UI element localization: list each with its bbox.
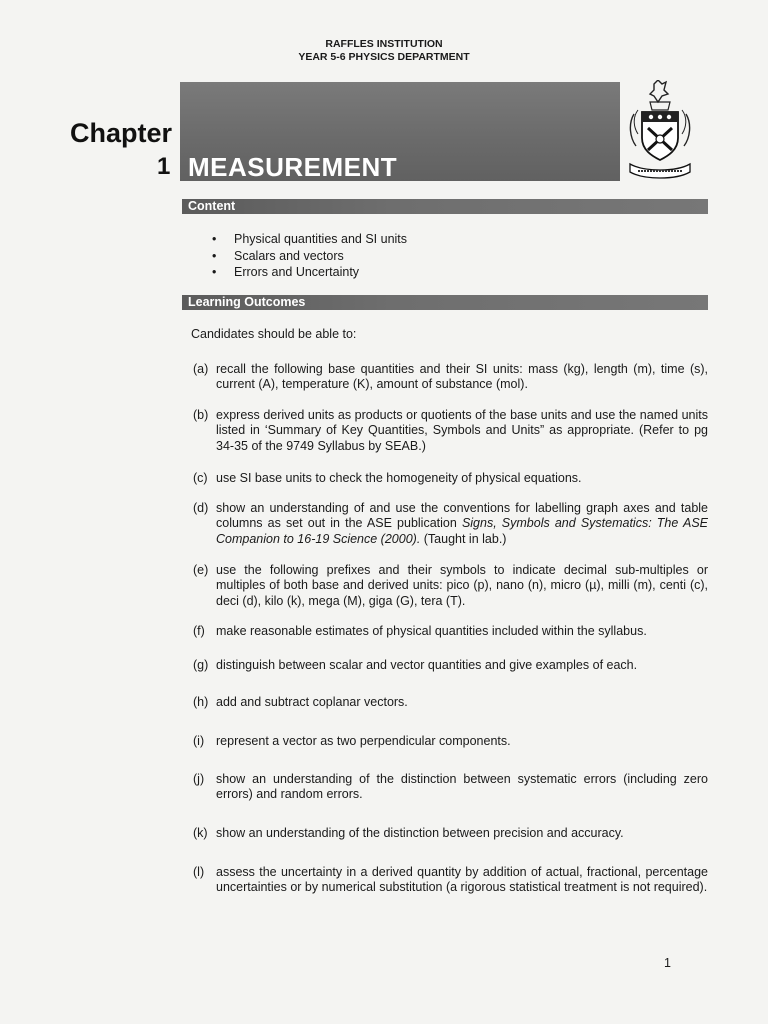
department-name: YEAR 5-6 PHYSICS DEPARTMENT xyxy=(298,51,470,63)
publication-title: Signs, Symbols and Systematics: The ASE Companion to 16-19 Science (2000). xyxy=(216,516,708,546)
content-list xyxy=(212,231,407,281)
outcome-label: (d) xyxy=(193,501,209,515)
outcome-item-l xyxy=(193,865,708,896)
outcome-item-e xyxy=(193,563,708,609)
outcome-text: recall the following base quantities and their SI units: mass (kg), length (m), time (s), current (A), temperature (K), amount of substance (mol). xyxy=(216,362,708,392)
outcome-text-note: (Taught in lab.) xyxy=(420,531,507,546)
outcome-item-a xyxy=(193,362,708,393)
outcome-item-g xyxy=(193,658,708,673)
outcome-text: use SI base units to check the homogeneity of physical equations. xyxy=(216,471,582,485)
outcome-text: express derived units as products or quotients of the base units and use the named units listed in ‘Summary of Key Quantities, Symbols and Units” as appropriate. (Refer to pg 34-35 of the 9749 Syllabus by SEAB.) xyxy=(216,408,708,453)
outcome-item-i xyxy=(193,734,708,749)
content-section-bar xyxy=(182,199,708,214)
outcome-item-c xyxy=(193,471,708,486)
outcome-item-j xyxy=(193,772,708,803)
outcome-text: show an understanding of the distinction between precision and accuracy. xyxy=(216,826,624,840)
chapter-title-banner xyxy=(180,82,620,181)
outcome-item-f xyxy=(193,624,708,639)
outcomes-intro: Candidates should be able to: xyxy=(191,327,357,341)
outcome-item-b xyxy=(193,408,708,454)
chapter-title: MEASUREMENT xyxy=(188,152,398,182)
outcome-label: (c) xyxy=(193,471,208,485)
outcome-label: (f) xyxy=(193,624,205,638)
outcome-item-d xyxy=(193,501,708,547)
outcome-label: (b) xyxy=(193,408,209,422)
content-heading: Content xyxy=(188,199,236,213)
outcome-text: add and subtract coplanar vectors. xyxy=(216,695,408,709)
chapter-label: Chapter xyxy=(70,118,173,148)
list-item: • Scalars and vectors xyxy=(212,248,407,265)
outcome-label: (k) xyxy=(193,826,208,840)
chapter-number: 1 xyxy=(157,153,171,180)
outcome-label: (l) xyxy=(193,865,205,879)
outcome-text: make reasonable estimates of physical quantities included within the syllabus. xyxy=(216,624,647,638)
outcome-text xyxy=(216,501,708,547)
outcome-text: show an understanding of the distinction between systematic errors (including zero errors) and random errors. xyxy=(216,772,708,802)
learning-outcomes-section-bar xyxy=(182,295,708,310)
institution-name: RAFFLES INSTITUTION xyxy=(325,38,443,50)
outcome-label: (h) xyxy=(193,695,209,709)
outcome-text: use the following prefixes and their symbols to indicate decimal sub-multiples or multiples of both base and derived units: pico (p), nano (n), micro (µ), milli (m), centi (c), deci (d), kilo (k), mega (M), giga (G), tera (T). xyxy=(216,563,708,608)
outcome-text: distinguish between scalar and vector quantities and give examples of each. xyxy=(216,658,638,672)
outcome-item-h xyxy=(193,695,708,710)
outcome-label: (a) xyxy=(193,362,209,376)
document-header xyxy=(0,38,768,64)
outcome-label: (g) xyxy=(193,658,209,672)
outcome-label: (e) xyxy=(193,563,209,577)
school-crest-icon xyxy=(624,80,696,184)
list-item: • Physical quantities and SI units xyxy=(212,231,407,248)
learning-outcomes-heading: Learning Outcomes xyxy=(188,295,306,309)
outcome-text-plain: show an understanding of and use the conventions for labelling graph axes and table columns as set out in the ASE publication xyxy=(216,501,708,531)
outcome-label: (i) xyxy=(193,734,205,748)
outcome-label: (j) xyxy=(193,772,205,786)
page-number: 1 xyxy=(664,956,671,970)
list-item: • Errors and Uncertainty xyxy=(212,264,407,281)
outcome-text: represent a vector as two perpendicular components. xyxy=(216,734,511,748)
outcome-text: assess the uncertainty in a derived quantity by addition of actual, fractional, percentage uncertainties or by numerical substitution (a rigorous statistical treatment is not required). xyxy=(216,865,708,895)
outcome-item-k xyxy=(193,826,708,841)
